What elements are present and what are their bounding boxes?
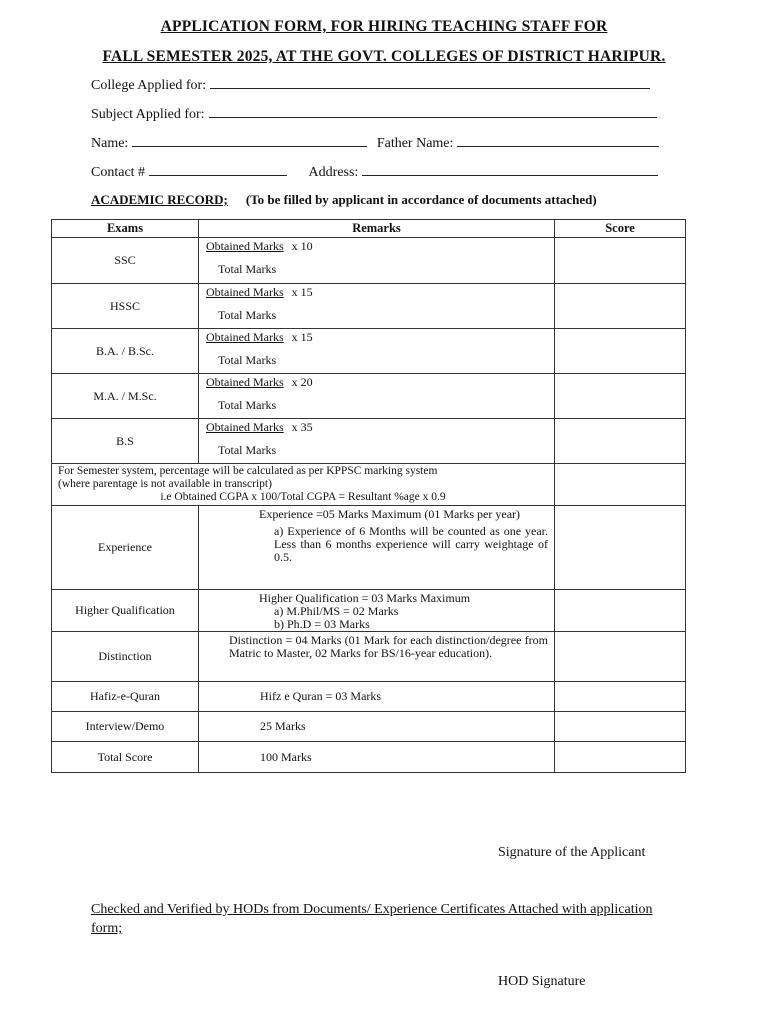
distinction-row (52, 632, 686, 682)
multiplier: x 15 (291, 285, 313, 299)
score-cell[interactable] (555, 374, 686, 419)
total-score-row (52, 742, 686, 773)
score-cell[interactable] (555, 632, 686, 682)
hod-signature-label: HOD Signature (498, 974, 586, 989)
father-label: Father Name: (376, 136, 454, 151)
academic-record-table (51, 219, 686, 773)
exam-cell: Experience (52, 506, 199, 590)
remarks-cell (199, 419, 555, 464)
contact-field (91, 163, 658, 181)
total-marks-label: Total Marks (218, 262, 277, 276)
score-cell[interactable] (555, 284, 686, 329)
form-title-line2: FALL SEMESTER 2025, AT THE GOVT. COLLEGES OF DISTRICT HARIPUR. (102, 48, 666, 65)
multiplier: x 20 (291, 375, 313, 389)
remarks-cell (199, 284, 555, 329)
semester-note-row (52, 464, 686, 506)
hafiz-row (52, 682, 686, 712)
remarks-cell (199, 506, 555, 590)
remarks-cell: 25 Marks (199, 712, 555, 742)
name-label: Name: (91, 136, 129, 151)
college-label: College Applied for: (91, 78, 207, 93)
exam-cell: HSSC (52, 284, 199, 329)
exam-cell: Hafiz-e-Quran (52, 682, 199, 712)
semester-note-line1: For Semester system, percentage will be calculated as per KPPSC marking system (58, 465, 438, 477)
exam-cell: B.A. / B.Sc. (52, 329, 199, 374)
remarks-cell (199, 590, 555, 632)
obtained-marks-label: Obtained Marks (206, 330, 284, 344)
table-header-row (52, 220, 686, 238)
table-row (52, 374, 686, 419)
experience-text1: Experience =05 Marks Maximum (01 Marks per year) (259, 507, 521, 521)
address-input-line[interactable] (362, 163, 658, 176)
obtained-marks-label: Obtained Marks (206, 420, 284, 434)
college-field (91, 76, 650, 94)
exam-cell: M.A. / M.Sc. (52, 374, 199, 419)
remarks-cell: 100 Marks (199, 742, 555, 773)
multiplier: x 15 (291, 330, 313, 344)
remarks-cell (199, 238, 555, 284)
exam-cell: Total Score (52, 742, 199, 773)
obtained-marks-label: Obtained Marks (206, 239, 284, 253)
exam-cell: SSC (52, 238, 199, 284)
obtained-marks-label: Obtained Marks (206, 375, 284, 389)
contact-label: Contact # (91, 165, 146, 180)
total-marks-label: Total Marks (218, 398, 277, 412)
higher-text3: b) Ph.D = 03 Marks (274, 617, 370, 631)
remarks-cell (199, 374, 555, 419)
address-label: Address: (308, 165, 359, 180)
subject-label: Subject Applied for: (91, 107, 205, 122)
semester-note-line3: i.e Obtained CGPA x 100/Total CGPA = Resultant %age x 0.9 (160, 491, 446, 503)
exam-cell: Interview/Demo (52, 712, 199, 742)
higher-qualification-row (52, 590, 686, 632)
score-cell[interactable] (555, 419, 686, 464)
multiplier: x 35 (291, 420, 313, 434)
distinction-text: Distinction = 04 Marks (01 Mark for each distinction/degree from Matric to Master, 02 Marks for BS/16-year education). (229, 633, 548, 660)
exam-cell: Distinction (52, 632, 199, 682)
interview-row (52, 712, 686, 742)
name-field (91, 134, 659, 152)
college-input-line[interactable] (210, 76, 650, 89)
exam-cell: B.S (52, 419, 199, 464)
header-remarks: Remarks (199, 220, 555, 238)
score-cell[interactable] (555, 329, 686, 374)
score-cell[interactable] (555, 712, 686, 742)
academic-instruction: (To be filled by applicant in accordance of documents attached) (245, 192, 597, 207)
experience-row (52, 506, 686, 590)
higher-text2: a) M.Phil/MS = 02 Marks (274, 604, 399, 618)
form-title-line1: APPLICATION FORM, FOR HIRING TEACHING STAFF FOR (160, 18, 608, 35)
subject-field (91, 105, 657, 123)
remarks-cell (199, 329, 555, 374)
table-row (52, 329, 686, 374)
header-exams: Exams (52, 220, 199, 238)
obtained-marks-label: Obtained Marks (206, 285, 284, 299)
academic-record-label: ACADEMIC RECORD; (91, 192, 228, 207)
header-score: Score (555, 220, 686, 238)
table-row (52, 238, 686, 284)
total-marks-label: Total Marks (218, 353, 277, 367)
father-input-line[interactable] (457, 134, 659, 147)
contact-input-line[interactable] (149, 163, 287, 176)
semester-note (52, 464, 555, 506)
multiplier: x 10 (291, 239, 313, 253)
verification-statement: Checked and Verified by HODs from Documents/ Experience Certificates Attached with application form; (91, 902, 653, 936)
subject-input-line[interactable] (209, 105, 657, 118)
score-cell[interactable] (555, 464, 686, 506)
semester-note-line2: (where parentage is not available in transcript) (58, 478, 272, 490)
remarks-cell (199, 632, 555, 682)
total-marks-label: Total Marks (218, 443, 277, 457)
score-cell[interactable] (555, 238, 686, 284)
remarks-cell: Hifz e Quran = 03 Marks (199, 682, 555, 712)
table-row (52, 284, 686, 329)
experience-text2: a) Experience of 6 Months will be counted as one year. Less than 6 months experience will carry weightage of 0.5. (274, 524, 548, 564)
score-cell[interactable] (555, 506, 686, 590)
academic-record-heading (91, 192, 597, 208)
score-cell[interactable] (555, 682, 686, 712)
exam-cell: Higher Qualification (52, 590, 199, 632)
total-marks-label: Total Marks (218, 308, 277, 322)
score-cell[interactable] (555, 590, 686, 632)
score-cell[interactable] (555, 742, 686, 773)
table-row (52, 419, 686, 464)
higher-text1: Higher Qualification = 03 Marks Maximum (259, 591, 471, 605)
name-input-line[interactable] (132, 134, 367, 147)
applicant-signature-label: Signature of the Applicant (498, 845, 646, 860)
